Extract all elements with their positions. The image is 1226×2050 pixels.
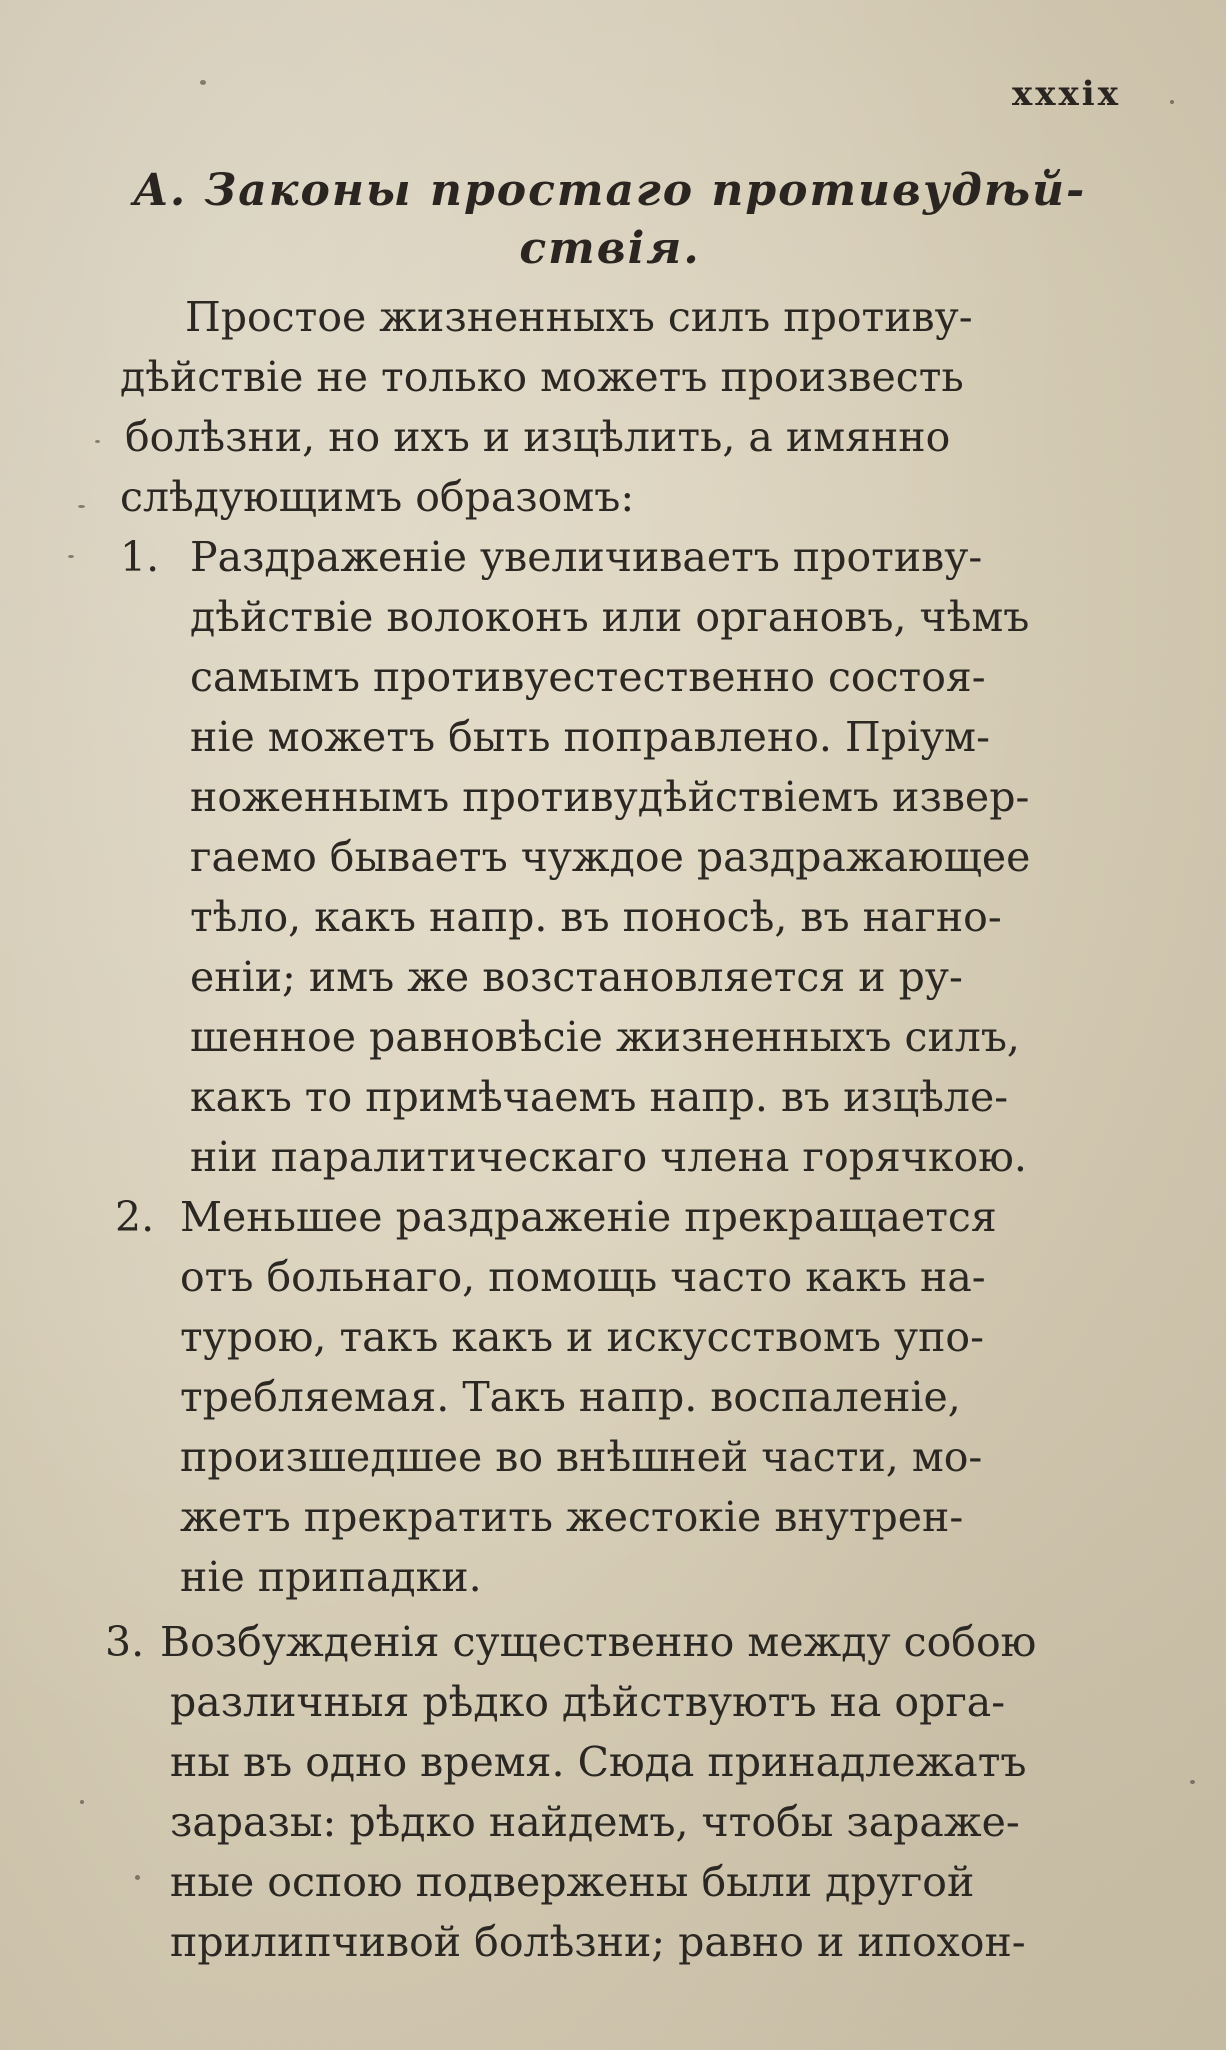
list-item-line: различныя рѣдко дѣйствуютъ на орга-	[170, 1678, 1006, 1726]
section-heading-line-1: A. Законы простаго противудѣй-	[133, 165, 1087, 216]
list-item-line: ніе можетъ быть поправлено. Пріум-	[190, 713, 990, 761]
page-number: xxxix	[1012, 74, 1121, 114]
list-item-line: отъ больнаго, помощь часто какъ на-	[180, 1253, 986, 1301]
list-item-number: 3.	[105, 1618, 145, 1666]
list-item-line: ные оспою подвержены были другой	[170, 1858, 975, 1906]
list-item-line: жетъ прекратить жестокіе внутрен-	[180, 1493, 964, 1541]
list-item-line: прилипчивой болѣзни; равно и ипохон-	[170, 1918, 1026, 1966]
paper-speck	[95, 440, 100, 443]
list-item-line: Возбужденія существенно между собою	[160, 1618, 1037, 1666]
list-item-line: ніи паралитическаго члена горячкою.	[190, 1133, 1027, 1181]
list-item-line: шенное равновѣсіе жизненныхъ силъ,	[190, 1013, 1020, 1061]
list-item-line: ны въ одно время. Сюда принадлежатъ	[170, 1738, 1027, 1786]
section-heading-line-2: ствія.	[519, 223, 701, 274]
list-item-line: ніе припадки.	[180, 1553, 482, 1601]
paper-speck	[1170, 100, 1174, 104]
list-item-number: 2.	[115, 1193, 155, 1241]
paper-speck	[80, 1800, 84, 1804]
list-item-line: турою, такъ какъ и искусствомъ упо-	[180, 1313, 984, 1361]
paragraph-line: дѣйствіе не только можетъ произвесть	[120, 353, 964, 401]
list-item-number: 1.	[120, 533, 160, 581]
list-item-line: гаемо бываетъ чуждое раздражающее	[190, 833, 1031, 881]
list-item-line: заразы: рѣдко найдемъ, чтобы зараже-	[170, 1798, 1020, 1846]
paper-speck	[78, 505, 85, 508]
list-item-line: еніи; имъ же возстановляется и ру-	[190, 953, 963, 1001]
paragraph-line: болѣзни, но ихъ и изцѣлить, а имянно	[125, 413, 951, 461]
paragraph-line: Простое жизненныхъ силъ противу-	[185, 293, 973, 341]
list-item-line: Меньшее раздраженіе прекращается	[180, 1193, 997, 1241]
list-item-line: тѣло, какъ напр. въ поносѣ, въ нагно-	[190, 893, 1002, 941]
list-item-line: какъ то примѣчаемъ напр. въ изцѣле-	[190, 1073, 1009, 1121]
list-item-line: произшедшее во внѣшней части, мо-	[180, 1433, 983, 1481]
paper-speck	[200, 80, 206, 85]
list-item-line: требляемая. Такъ напр. воспаленіе,	[180, 1373, 961, 1421]
list-item-line: дѣйствіе волоконъ или органовъ, чѣмъ	[190, 593, 1030, 641]
paper-speck	[68, 555, 74, 558]
list-item-line: ноженнымъ противудѣйствіемъ извер-	[190, 773, 1030, 821]
paper-speck	[1190, 1780, 1195, 1784]
paragraph-line: слѣдующимъ образомъ:	[120, 473, 635, 521]
list-item-line: самымъ противуестественно состоя-	[190, 653, 986, 701]
list-item-line: Раздраженіе увеличиваетъ противу-	[190, 533, 983, 581]
paper-speck	[135, 1875, 140, 1880]
